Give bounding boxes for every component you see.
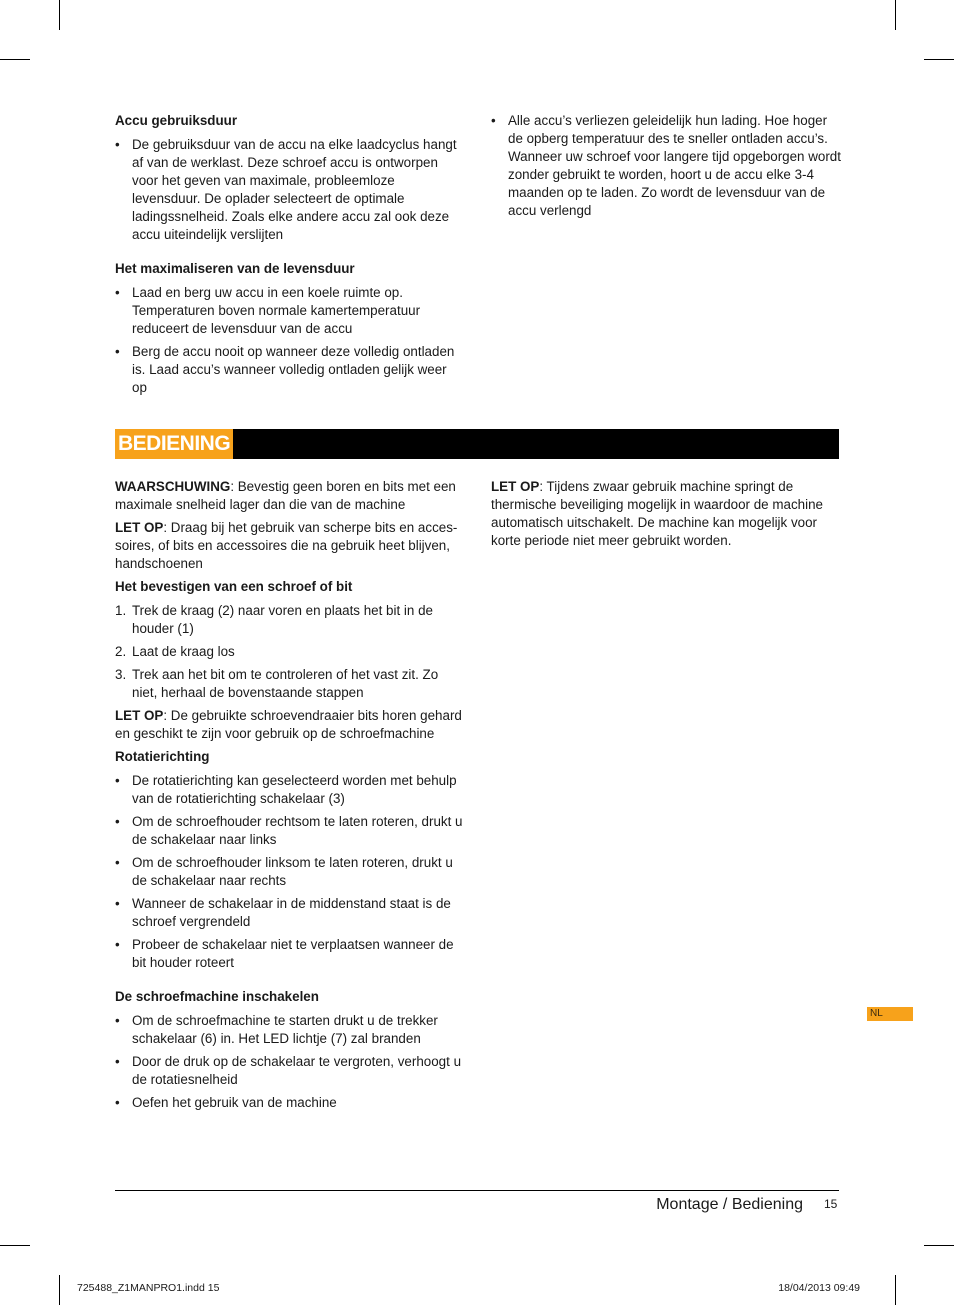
crop-mark (924, 59, 954, 60)
bullet-marker: • (115, 137, 120, 152)
section-title: Het maximaliseren van de levensduur (115, 261, 355, 276)
note-text: : Draag bij het gebruik van scherpe bits en accessoires, of bits en accessoires die na gebruik heet blijven, handschoenen (115, 520, 458, 571)
page-number: 15 (824, 1197, 838, 1211)
list-item-text: Trek aan het bit om te controleren of het vast zit. Zo niet, herhaal de bovenstaande stappen (132, 667, 439, 700)
bullet-marker: • (115, 855, 120, 870)
section-rotation (115, 748, 465, 972)
bullet-marker: • (115, 896, 120, 911)
section-battery-life (115, 112, 465, 244)
crop-mark (895, 1275, 896, 1305)
crop-mark (924, 1245, 954, 1246)
list-item (115, 1053, 465, 1089)
crop-mark (895, 0, 896, 30)
slug-file: 725488_Z1MANPRO1.indd 15 (77, 1282, 220, 1294)
column-right-top (491, 112, 841, 225)
bullet-marker: • (491, 113, 496, 128)
crop-mark (59, 1275, 60, 1305)
crop-mark (0, 59, 30, 60)
section-title: Accu gebruiksduur (115, 113, 238, 128)
list-item (115, 602, 465, 638)
bullet-list (115, 1012, 465, 1112)
list-item (115, 284, 465, 338)
bullet-list (491, 112, 841, 220)
section-fit-bit (115, 578, 465, 743)
column-left-top (115, 112, 465, 413)
list-item-text: Door de druk op de schakelaar te vergroten, verhoogt u de rotatiesnelheid (132, 1054, 462, 1087)
note-paragraph (491, 478, 841, 550)
warning-paragraph (115, 478, 465, 514)
list-number: 1. (115, 603, 127, 618)
numbered-list (115, 602, 465, 702)
bullet-list (115, 136, 465, 244)
list-item-text: Om de schroefmachine te starten drukt u de trekker schakelaar (6) in. Het LED lichtje (7) zal branden (132, 1013, 438, 1046)
list-item-text: Om de schroefhouder rechtsom te laten roteren, drukt u de schakelaar naar links (132, 814, 463, 847)
bullet-list (115, 284, 465, 397)
column-right-bottom (491, 478, 841, 555)
list-item-text: De gebruiksduur van de accu na elke laadcyclus hangt af van de werklast. Deze schroef accu is ontworpen voor het geven van maximale, probleemloze levensduur. De oplader selecteert de optimale ladingssnelheid. Zoals elke andere accu zal ook deze accu uiteindelijk verslijten (132, 137, 457, 242)
section-maximize-life (115, 260, 465, 397)
section-switch-on (115, 988, 465, 1112)
list-item (115, 343, 465, 397)
bullet-marker: • (115, 1095, 120, 1110)
bullet-marker: • (115, 814, 120, 829)
bullet-marker: • (115, 1013, 120, 1028)
note-label: LET OP (115, 708, 164, 723)
list-item-text: Om de schroefhouder linksom te laten roteren, drukt u de schakelaar naar rechts (132, 855, 453, 888)
list-item (115, 854, 465, 890)
list-item (115, 895, 465, 931)
language-tab: NL (867, 1007, 913, 1021)
column-left-bottom (115, 478, 465, 1117)
bullet-list (115, 772, 465, 972)
list-number: 3. (115, 667, 127, 682)
list-item (491, 112, 841, 220)
list-item-text: Laad en berg uw accu in een koele ruimte op. Temperaturen boven normale kamertemperatuur reduceert de levensduur van de accu (132, 285, 421, 336)
list-item-text: Trek de kraag (2) naar voren en plaats het bit in de houder (1) (132, 603, 433, 636)
note-text: : Tijdens zwaar gebruik machine springt de thermische beveiliging mogelijk in waardoor de machine automatisch uitschakelt. De machine kan mogelijk voor korte periode niet meer gebruikt worden. (491, 479, 823, 548)
section-title: Het bevestigen van een schroef of bit (115, 579, 353, 594)
note-paragraph (115, 519, 465, 573)
footer-section-title: Montage / Bediening (656, 1196, 803, 1213)
list-item-text: Laat de kraag los (132, 644, 235, 659)
section-title: Rotatierichting (115, 749, 210, 764)
slug-date: 18/04/2013 09:49 (778, 1282, 860, 1294)
note-text: : De gebruikte schroevendraaier bits horen gehard en geschikt te zijn voor gebruik op de schroefmachine (115, 708, 462, 741)
bullet-marker: • (115, 344, 120, 359)
crop-mark (59, 0, 60, 30)
bullet-marker: • (115, 773, 120, 788)
list-item (115, 666, 465, 702)
section-title: De schroefmachine inschakelen (115, 989, 319, 1004)
list-item (115, 1012, 465, 1048)
bullet-marker: • (115, 937, 120, 952)
bullet-marker: • (115, 1054, 120, 1069)
list-item (115, 1094, 465, 1112)
note-paragraph (115, 707, 465, 743)
list-item-text: Berg de accu nooit op wanneer deze volledig ontladen is. Laad accu’s wanneer volledig ontladen gelijk weer op (132, 344, 455, 395)
section-banner (115, 429, 839, 459)
bullet-marker: • (115, 285, 120, 300)
list-item (115, 136, 465, 244)
list-item (115, 643, 465, 661)
list-number: 2. (115, 644, 127, 659)
warning-label: WAARSCHUWING (115, 479, 231, 494)
footer-rule (115, 1190, 839, 1191)
note-label: LET OP (491, 479, 540, 494)
list-item (115, 813, 465, 849)
list-item (115, 772, 465, 808)
list-item-text: Probeer de schakelaar niet te verplaatsen wanneer de bit houder roteert (132, 937, 454, 970)
crop-mark (0, 1245, 30, 1246)
list-item-text: Wanneer de schakelaar in de middenstand staat is de schroef vergrendeld (132, 896, 451, 929)
note-label: LET OP (115, 520, 164, 535)
list-item-text: De rotatierichting kan geselecteerd worden met behulp van de rotatierichting schakelaar (3) (132, 773, 457, 806)
banner-title: BEDIENING (115, 429, 233, 459)
list-item-text: Oefen het gebruik van de machine (132, 1095, 337, 1110)
warning-text: : Bevestig geen boren en bits met een maximale snelheid lager dan die van de machine (115, 479, 456, 512)
list-item (115, 936, 465, 972)
list-item-text: Alle accu’s verliezen geleidelijk hun lading. Hoe hoger de opberg temperatuur des te sneller ontladen accu’s. Wanneer uw schroef voor langere tijd opgeborgen wordt zonder gebruikt te worden, hoort u de accu elke 3-4 maanden op te laden. Zo wordt de levensduur van de accu verlengd (508, 113, 841, 218)
